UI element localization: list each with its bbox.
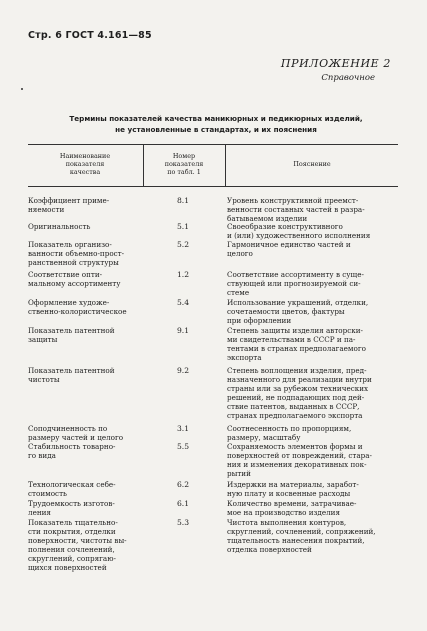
indicator-name-line: го вида [28,451,56,460]
table-title-line: не установленные в стандартах, и их пояснения [115,125,317,134]
indicator-explanation-line: Своеобразие конструктивного [227,222,343,231]
indicator-name [28,298,140,316]
indicator-explanation-line: Соответствие ассортименту в суще- [227,270,364,279]
indicator-number: 1.2 [176,270,190,279]
indicator-name [28,499,140,517]
indicator-name-line: Показатель тщательно- [28,518,118,527]
indicator-explanation-line: Количество времени, затрачивае- [227,499,357,508]
indicator-name-line: ственно-колористическое [28,307,127,316]
column-header-name: Наименование показателя качества [59,152,111,176]
indicator-name-line: Показатель организо- [28,240,112,249]
table-title-line: Термины показателей качества маникюрных и педикюрных изделий, [69,114,363,123]
indicator-explanation [227,480,397,498]
indicator-explanation-line: Гармоничное единство частей и [227,240,351,249]
indicator-number: 9.2 [176,366,190,375]
indicator-explanation-line: целого [227,249,253,258]
table-title [36,113,396,135]
indicator-explanation-line: Использование украшений, отделки, [227,298,369,307]
indicator-number: 6.2 [176,480,190,489]
indicator-explanation [227,298,397,325]
indicator-explanation-line: Сохраняемость элементов формы и [227,442,363,451]
indicator-explanation [227,326,397,362]
indicator-name [28,424,140,442]
indicator-name-line: щихся поверхностей [28,563,107,572]
column-header-number: Номер показателя по табл. 1 [164,152,204,176]
indicator-number: 9.1 [176,326,190,335]
indicator-name-line: ранственной структуры [28,258,119,267]
indicator-explanation-line: решений, не подпадающих под дей- [227,393,365,402]
indicator-explanation [227,518,397,554]
indicator-name-line: няемости [28,205,65,214]
indicator-name-line: Технологическая себе- [28,480,116,489]
indicator-explanation-line: странах предполагаемого экспорта [227,411,363,420]
indicator-explanation-line: мое на производство изделия [227,508,340,517]
indicator-name-line: Коэффициент приме- [28,196,110,205]
indicator-name-line: Соподчиненность по [28,424,108,433]
indicator-name [28,366,140,384]
indicator-explanation-line: отделка поверхностей [227,545,312,554]
indicator-explanation-line: назначенного для реализации внутри [227,375,372,384]
indicator-name-line: мальному ассортименту [28,279,121,288]
indicator-number: 5.4 [176,298,190,307]
indicator-name-line: скруглений, сопрягаю- [28,554,116,563]
indicator-name [28,480,140,498]
indicator-explanation [227,424,397,442]
indicator-explanation-line: ния и изменения декоративных пок- [227,460,367,469]
indicator-explanation-line: Уровень конструктивной преемст- [227,196,359,205]
table-header-rule [28,186,398,187]
indicator-explanation-line: Чистота выполнения контуров, [227,518,347,527]
indicator-explanation-line: Издержки на материалы, заработ- [227,480,359,489]
indicator-explanation [227,442,397,478]
indicator-name-line: Показатель патентной [28,326,115,335]
indicator-name [28,270,140,288]
indicator-explanation-line: Степень защиты изделия авторски- [227,326,363,335]
indicator-name [28,240,140,267]
indicator-explanation-line: тщательность нанесения покрытий, [227,536,365,545]
indicator-explanation [227,366,397,420]
appendix-subtitle: Справочное [321,73,375,83]
indicator-explanation-line: при оформлении [227,316,292,325]
indicator-explanation-line: Соотнесенность по пропорциям, [227,424,352,433]
indicator-number: 8.1 [176,196,190,205]
indicator-explanation-line: ми свидетельствами в СССР и па- [227,335,356,344]
indicator-name-line: сти покрытия, отделки [28,527,116,536]
indicator-name [28,196,140,214]
indicator-name-line: Оригинальность [28,222,91,231]
indicator-name-line: Соответствие опти- [28,270,103,279]
indicator-explanation-line: сочетаемости цветов, фактуры [227,307,345,316]
indicator-number: 5.5 [176,442,190,451]
indicator-name-line: поверхности, чистоты вы- [28,536,127,545]
indicator-explanation-line: страны или за рубежом технических [227,384,369,393]
indicator-name [28,442,140,460]
indicator-number: 5.1 [176,222,190,231]
indicator-explanation-line: ную плату и косвенные расходы [227,489,351,498]
indicator-explanation-line: рытий [227,469,251,478]
indicator-explanation-line: ствие патентов, выданных в СССР, [227,402,360,411]
indicator-number: 3.1 [176,424,190,433]
indicator-explanation-line: батываемом изделии [227,214,308,223]
indicator-name-line: Показатель патентной [28,366,115,375]
indicator-name-line: Трудоемкость изготов- [28,499,115,508]
indicator-name-line: чистоты [28,375,60,384]
indicator-number: 5.2 [176,240,190,249]
indicator-name-line: Стабильность товарно- [28,442,116,451]
indicator-explanation [227,499,397,517]
indicator-name-line: размеру частей и целого [28,433,124,442]
indicator-explanation-line: Степень воплощения изделия, пред- [227,366,367,375]
indicator-explanation-line: венности составных частей в разра- [227,205,365,214]
indicator-number: 6.1 [176,499,190,508]
indicator-name-line: защиты [28,335,58,344]
indicator-name-line: ванности объемно-прост- [28,249,125,258]
indicator-explanation-line: ствующей или прогнозируемой си- [227,279,361,288]
indicator-explanation-line: тентами в странах предполагаемого [227,344,366,353]
table-top-rule [28,144,398,145]
page-header: Стр. 6 ГОСТ 4.161—85 [28,30,152,41]
indicator-name [28,518,140,572]
indicator-name-line: Оформление художе- [28,298,110,307]
indicator-explanation-line: размеру, масштабу [227,433,301,442]
speck [21,88,23,90]
appendix-title: ПРИЛОЖЕНИЕ 2 [280,57,391,70]
indicator-explanation [227,270,397,297]
column-header-description: Пояснение [293,160,331,168]
indicator-name-line: ления [28,508,51,517]
indicator-explanation [227,196,397,223]
indicator-name-line: стоимость [28,489,67,498]
indicator-name-line: полнения сочленений, [28,545,115,554]
indicator-number: 5.3 [176,518,190,527]
indicator-explanation-line: скруглений, сочленений, сопряжений, [227,527,376,536]
indicator-explanation [227,222,397,240]
indicator-explanation-line: поверхностей от повреждений, стара- [227,451,372,460]
indicator-explanation-line: экспорта [227,353,262,362]
indicator-name [28,222,140,231]
indicator-name [28,326,140,344]
indicator-explanation-line: стеме [227,288,250,297]
indicator-explanation [227,240,397,258]
indicator-explanation-line: и (или) художественного исполнения [227,231,371,240]
